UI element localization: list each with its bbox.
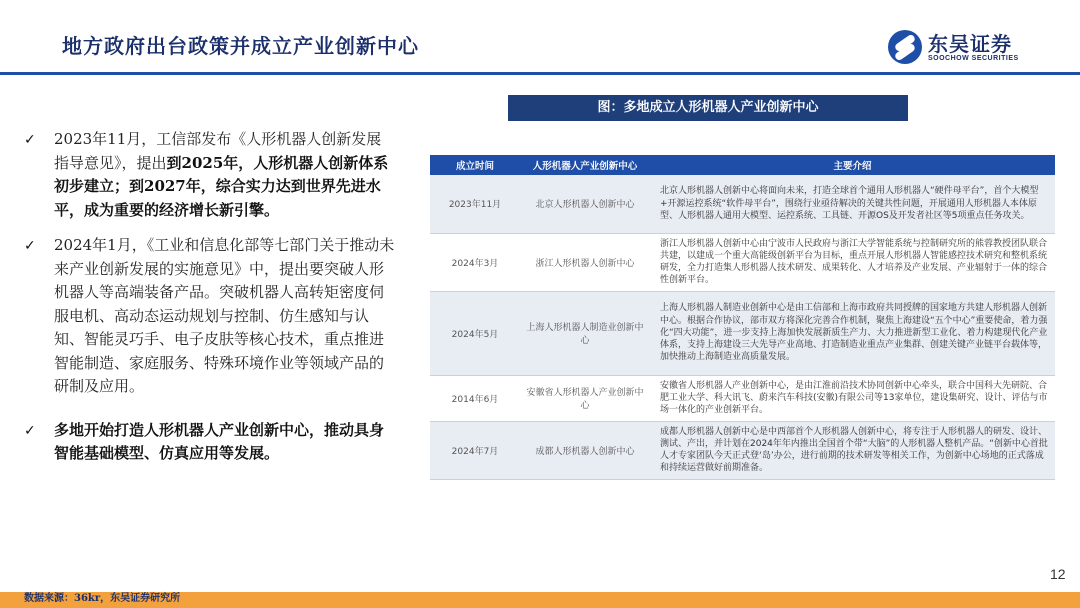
cell-date: 2024年7月: [430, 421, 520, 479]
bullet-item-2: [24, 234, 396, 399]
table-row: [430, 175, 1055, 233]
page-number: 12: [1050, 566, 1066, 582]
cell-description: 上海人形机器人制造业创新中心是由工信部和上海市政府共同授牌的国家地方共建人形机器人创新中心。根据合作协议，部市双方将深化完善合作机制，聚焦上海建设“五个中心”重要使命，着力强化“四大功能”，进一步支持上海加快发展新质生产力、大力推进新型工业化、着力构建现代化产业体系，支持上海建设三大先导产业高地、打造制造业重点产业集群、创建关键产业链平台载体等，加快推动上海制造业高质量发展。: [650, 291, 1055, 375]
table-header-row: [430, 155, 1055, 175]
cell-description: 浙江人形机器人创新中心由宁波市人民政府与浙江大学智能系统与控制研究所的熊蓉教授团队联合共建，以建成一个重大高能级创新平台为目标，重点开展人形机器人智能感控技术研究和整机系统研发，全力打造集人形机器人技术研发、成果转化、人才培养及产业发展、产业辐射于一体的综合性创新平台。: [650, 233, 1055, 291]
column-header-center: 人形机器人产业创新中心: [520, 155, 650, 175]
logo-text: [928, 33, 1019, 62]
logo-english-name: SOOCHOW SECURITIES: [928, 54, 1019, 62]
cell-description: 安徽省人形机器人产业创新中心，是由江淮前沿技术协同创新中心牵头，联合中国科大先研院、合肥工业大学、科大讯飞、蔚来汽车科技(安徽)有限公司等13家单位，建设集研究、设计、评估与市场一体化的产业创新平台。: [650, 375, 1055, 421]
table-row: [430, 421, 1055, 479]
bullet-normal-text: 2023年11月，工信部发布《人形机器人创新发展指导意见》，提出: [54, 130, 382, 172]
cell-date: 2014年6月: [430, 375, 520, 421]
bullet-text: [54, 128, 396, 222]
cell-date: 2023年11月: [430, 175, 520, 233]
cell-description: 北京人形机器人创新中心将面向未来，打造全球首个通用人形机器人“硬件母平台”，首个大模型+开源运控系统“软件母平台”，围绕行业亟待解决的关键共性问题，开展通用人形机器人本体原型、人形机器人通用大模型、运控系统、工具链、开源OS及开发者社区等5项重点任务攻关。: [650, 175, 1055, 233]
cell-center: 成都人形机器人创新中心: [520, 421, 650, 479]
table-row: [430, 375, 1055, 421]
bullet-text: [54, 419, 396, 466]
cell-date: 2024年5月: [430, 291, 520, 375]
bullet-normal-text: 2024年1月，《工业和信息化部等七部门关于推动未来产业创新发展的实施意见》中，提出要突破人形机器人等高端装备产品。突破机器人高转矩密度伺服电机、高动态运动规划与控制、仿生感知与认知、智能灵巧手、电子皮肤等核心技术，重点推进智能制造、家庭服务、特殊环境作业等领域产品的研制及应用。: [54, 236, 395, 395]
bullet-bold-text: 到2025年，人形机器人创新体系初步建立；到2027年，综合实力达到世界先进水平，成为重要的经济增长新引擎。: [54, 153, 389, 219]
bullet-item-3: [24, 419, 396, 466]
header-divider: [0, 72, 1080, 75]
cell-date: 2024年3月: [430, 233, 520, 291]
figure-title: 图：多地成立人形机器人产业创新中心: [508, 95, 908, 121]
table-row: [430, 233, 1055, 291]
cell-center: 安徽省人形机器人产业创新中心: [520, 375, 650, 421]
innovation-center-table: [430, 155, 1055, 480]
bullet-item-1: [24, 128, 396, 222]
data-source-note: 数据来源：36kr，东吴证券研究所: [24, 593, 181, 604]
bullet-list: [24, 128, 396, 478]
bullet-bold-text: 多地开始打造人形机器人产业创新中心，推动具身智能基础模型、仿真应用等发展。: [54, 420, 385, 462]
column-header-date: 成立时间: [430, 155, 520, 175]
column-header-description: 主要介绍: [650, 155, 1055, 175]
page-title: 地方政府出台政策并成立产业创新中心: [62, 34, 419, 58]
cell-center: 浙江人形机器人创新中心: [520, 233, 650, 291]
check-mark-icon: ✓: [24, 238, 36, 254]
cell-description: 成都人形机器人创新中心是中西部首个人形机器人创新中心，将专注于人形机器人的研发、设计、测试、产出，并计划在2024年年内推出全国首个带“大脑”的人形机器人整机产品。“创新中心首批人才专家团队今天正式登‘岛’办公，进行前期的技术研发等相关工作，为创新中心场地的正式落成和持续运营做好前期准备。: [650, 421, 1055, 479]
bullet-text: [54, 234, 396, 399]
cell-center: 北京人形机器人创新中心: [520, 175, 650, 233]
check-mark-icon: ✓: [24, 132, 36, 148]
cell-center: 上海人形机器人制造业创新中心: [520, 291, 650, 375]
table-row: [430, 291, 1055, 375]
logo-chinese-name: 东吴证券: [928, 31, 1012, 56]
check-mark-icon: ✓: [24, 422, 36, 439]
company-logo: [888, 30, 1019, 64]
soochow-logo-mark-icon: [888, 30, 922, 64]
